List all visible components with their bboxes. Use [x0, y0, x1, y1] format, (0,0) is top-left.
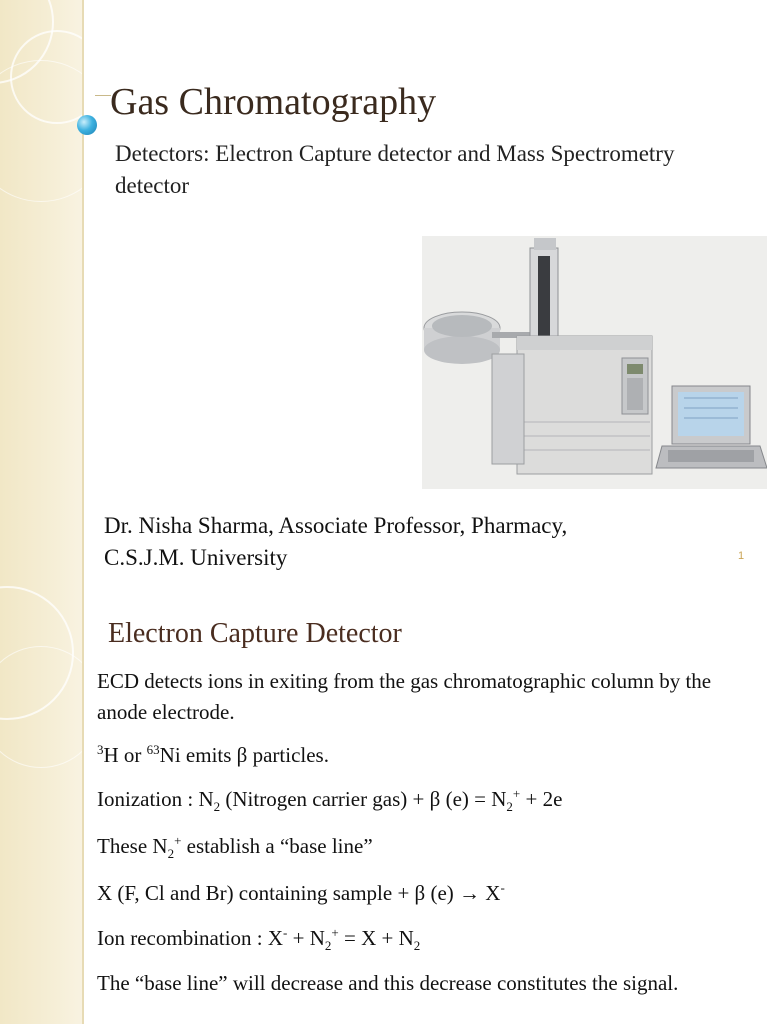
section-title: Electron Capture Detector [108, 618, 402, 649]
paragraph-base-line: These $N_2^+$ establish a “base line” [97, 833, 373, 862]
paragraph-sample-capture: X (F, Cl and Br) containing sample + β (e) → X- [97, 880, 505, 905]
decorative-sidebar [0, 0, 84, 576]
title-accent-line [95, 95, 111, 96]
title-bullet-icon [77, 115, 97, 135]
paragraph-ionization: Ionization : $N_2$ (Nitrogen carrier gas) + β $(e) = N_2^+ + 2e$ [97, 786, 563, 815]
author-line-1: Dr. Nisha Sharma, Associate Professor, Pharmacy, [104, 513, 568, 538]
paragraph-ion-recombination: Ion recombination : $X^- + N_2^+ = X + N_2$ [97, 925, 421, 954]
paragraph-signal: The “base line” will decrease and this decrease constitutes the signal. [97, 971, 679, 995]
slide-subtitle: Detectors: Electron Capture detector and Mass Spectrometry detector [115, 141, 675, 198]
author-credit [104, 510, 744, 574]
decorative-sidebar-2 [0, 576, 84, 1024]
slide-title: Gas Chromatography [110, 81, 437, 123]
gas-chromatograph-photo [422, 236, 767, 489]
author-line-2: C.S.J.M. University [104, 545, 288, 570]
slide-2 [0, 576, 768, 1024]
paragraph-beta-emitters: $^3$H or $^{63}$Ni emits β particles. [97, 742, 329, 767]
paragraph-ecd-detects: ECD detects ions in exiting from the gas chromatographic column by the anode electrode. [97, 669, 712, 724]
page-number: 1 [738, 550, 745, 562]
